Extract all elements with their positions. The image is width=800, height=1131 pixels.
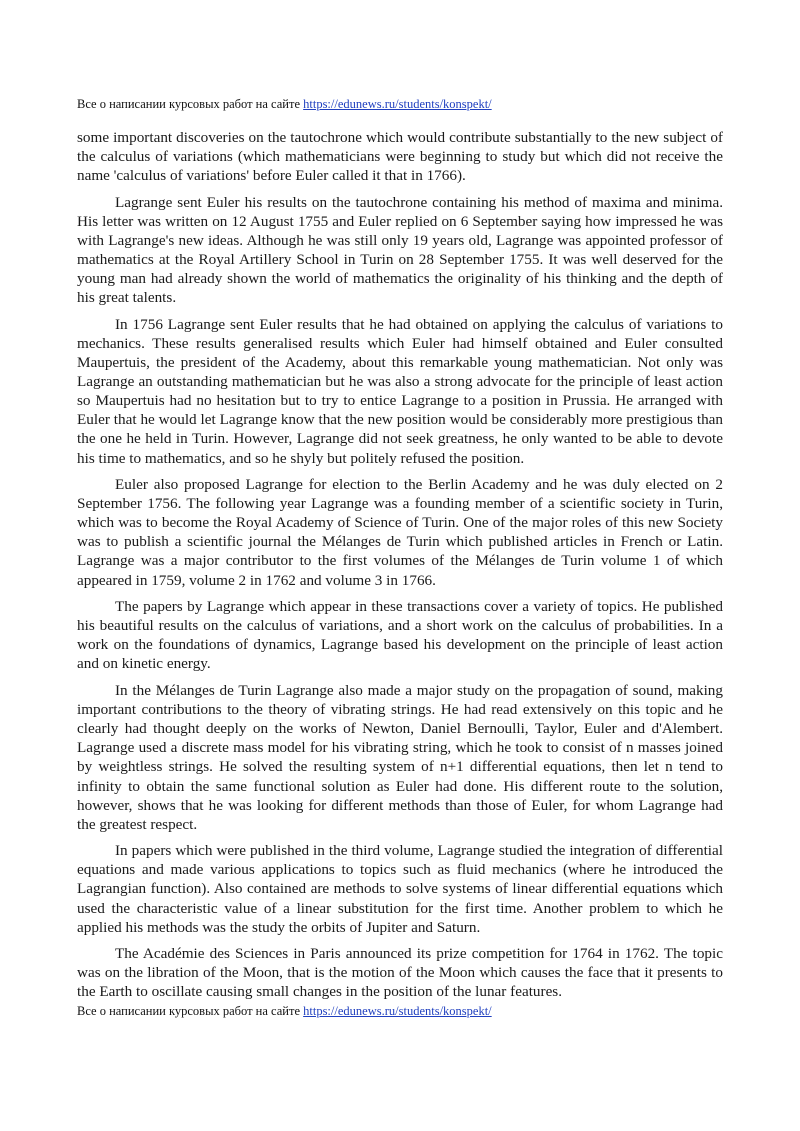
paragraph-7: In papers which were published in the third volume, Lagrange studied the integration of differential equations and made various applications to topics such as fluid mechanics (where he introduced the Lagrangian function). Also contained are methods to solve systems of linear differential equations which used the characteristic value of a linear substitution for the first time. Another problem to which he applied his methods was the study the orbits of Jupiter and Saturn.: [77, 842, 723, 936]
paragraph-4: Euler also proposed Lagrange for election to the Berlin Academy and he was duly elected on 2 September 1756. The following year Lagrange was a founding member of a scientific society in Turin, which was to become the Royal Academy of Science of Turin. One of the major roles of this new Society was to publish a scientific journal the Mélanges de Turin which published articles in French or Latin. Lagrange was a major contributor to the first volumes of the Mélanges de Turin volume 1 of which appeared in 1759, volume 2 in 1762 and volume 3 in 1766.: [77, 476, 723, 589]
page-header: [77, 96, 492, 112]
paragraph-2: Lagrange sent Euler his results on the tautochrone containing his method of maxima and minima. His letter was written on 12 August 1755 and Euler replied on 6 September saying how impressed he was with Lagrange's new ideas. Although he was still only 19 years old, Lagrange was appointed professor of mathematics at the Royal Artillery School in Turin on 28 September 1755. It was well deserved for the young man had already shown the world of mathematics the originality of his thinking and the depth of his great talents.: [77, 193, 723, 307]
page-footer: [77, 1003, 492, 1019]
footer-link[interactable]: https://edunews.ru/students/konspekt/: [303, 1004, 492, 1018]
paragraph-6: In the Mélanges de Turin Lagrange also made a major study on the propagation of sound, making important contributions to the theory of vibrating strings. He had read extensively on this topic and he clearly had thought deeply on the works of Newton, Daniel Bernoulli, Taylor, Euler and d'Alembert. Lagrange used a discrete mass model for his vibrating string, which he took to consist of n masses joined by weightless strings. He solved the resulting system of n+1 differential equations, then let n tend to infinity to obtain the same functional solution as Euler had done. His different route to the solution, however, shows that he was looking for different methods than those of Euler, for whom Lagrange had the greatest respect.: [77, 682, 723, 833]
document-body: [77, 128, 723, 1009]
footer-text: Все о написании курсовых работ на сайте: [77, 1004, 304, 1018]
header-link[interactable]: https://edunews.ru/students/konspekt/: [303, 97, 492, 111]
header-text: Все о написании курсовых работ на сайте: [77, 97, 304, 111]
paragraph-3: In 1756 Lagrange sent Euler results that he had obtained on applying the calculus of variations to mechanics. These results generalised results which Euler had himself obtained and Euler consulted Maupertuis, the president of the Academy, about this remarkable young mathematician. Not only was Lagrange an outstanding mathematician but he was also a strong advocate for the principle of least action so Maupertuis had no hesitation but to try to entice Lagrange to a position in Prussia. He arranged with Euler that he would let Lagrange know that the new position would be considerably more prestigious than the one he held in Turin. However, Lagrange did not seek greatness, he only wanted to be able to devote his time to mathematics, and so he shyly but politely refused the position.: [77, 315, 723, 467]
paragraph-5: The papers by Lagrange which appear in these transactions cover a variety of topics. He published his beautiful results on the calculus of variations, and a short work on the calculus of probabilities. In a work on the foundations of dynamics, Lagrange based his development on the principle of least action and on kinetic energy.: [77, 598, 723, 673]
paragraph-1: some important discoveries on the tautochrone which would contribute substantially to the new subject of the calculus of variations (which mathematicians were beginning to study but which did not receive the name 'calculus of variations' before Euler called it that in 1766).: [77, 129, 723, 185]
paragraph-8: The Académie des Sciences in Paris announced its prize competition for 1764 in 1762. The topic was on the libration of the Moon, that is the motion of the Moon which causes the face that it presents to the Earth to oscillate causing small changes in the position of the lunar features.: [77, 945, 723, 1001]
